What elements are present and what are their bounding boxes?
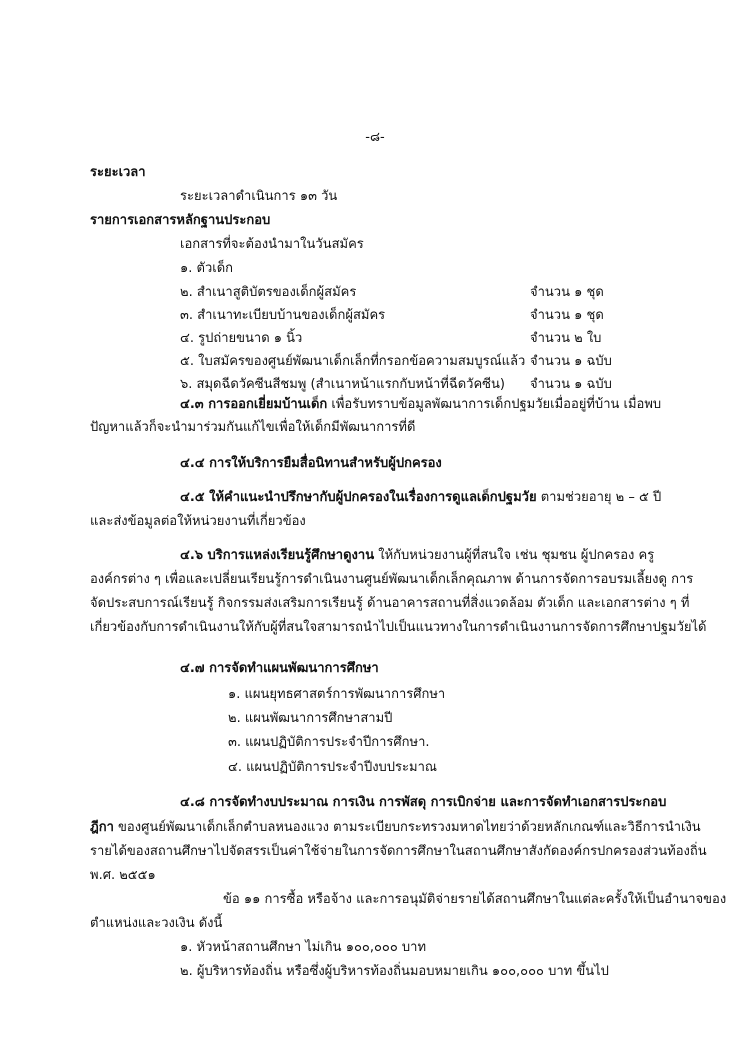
section-4-6-line-2: องค์กรต่าง ๆ เพื่อและเปลี่ยนเรียนรู้การดำเนินงานศูนย์พัฒนาเด็กเล็กคุณภาพ ด้านการจัดการอบรมเลี้ยงดู การ <box>90 572 694 587</box>
plan-item-1: ๑. แผนยุทธศาสตร์การพัฒนาการศึกษา <box>228 687 446 702</box>
section-4-3-line-1 <box>180 398 661 411</box>
document-item-2: ๒. สำเนาสูติบัตรของเด็กผู้สมัคร <box>180 285 357 300</box>
section-4-8-line-4: พ.ศ. ๒๕๕๑ <box>90 868 156 883</box>
section-4-6-line-3: จัดประสบการณ์เรียนรู้ กิจกรรมส่งเสริมการเรียนรู้ ด้านอาคารสถานที่สิ่งแวดล้อม ตัวเด็ก และเอกสารต่าง ๆ ที่ <box>90 596 690 611</box>
documents-heading: รายการเอกสารหลักฐานประกอบ <box>90 213 271 228</box>
section-4-5-line-1 <box>180 491 661 504</box>
section-4-8-title-end: ฎีกา <box>90 820 114 835</box>
duration-heading: ระยะเวลา <box>90 165 146 180</box>
clause-11-line-1: ข้อ ๑๑ การซื้อ หรือจ้าง และการอนุมัติจ่ายรายได้สถานศึกษาในแต่ละครั้งให้เป็นอำนาจของ <box>223 892 727 907</box>
section-4-8-line-3: รายได้ของสถานศึกษาไปจัดสรรเป็นค่าใช้จ่ายในการจัดการศึกษาในสถานศึกษาสังกัดองค์กรปกครองส่วนท้องถิ่น <box>90 844 707 859</box>
section-4-3-line-2: ปัญหาแล้วก็จะนำมาร่วมกันแก้ไขเพื่อให้เด็กมีพัฒนาการที่ดี <box>90 420 416 435</box>
document-item-1: ๑. ตัวเด็ก <box>180 261 234 276</box>
document-item-4-qty: จำนวน ๒ ใบ <box>530 331 602 346</box>
section-4-5-line-2: และส่งข้อมูลต่อให้หน่วยงานที่เกี่ยวข้อง <box>90 514 306 529</box>
section-4-3-title: ๔.๓ การออกเยี่ยมบ้านเด็ก <box>180 397 328 412</box>
documents-intro: เอกสารที่จะต้องนำมาในวันสมัคร <box>180 237 364 252</box>
section-4-6-line-4: เกี่ยวข้องกับการดำเนินงานให้กับผู้ที่สนใจสามารถนำไปเป็นแนวทางในการดำเนินงานการจัดการศึกษาปฐมวัยได้ <box>90 620 707 635</box>
plan-item-3: ๓. แผนปฏิบัติการประจำปีการศึกษา. <box>228 735 430 750</box>
section-4-4-title: ๔.๔ การให้บริการยืมสื่อนิทานสำหรับผู้ปกครอง <box>180 456 442 471</box>
plan-item-2: ๒. แผนพัฒนาการศึกษาสามปี <box>228 711 393 726</box>
page-number: -๘- <box>365 130 385 145</box>
authority-item-1: ๑. หัวหน้าสถานศึกษา ไม่เกิน ๑๐๐,๐๐๐ บาท <box>180 940 427 955</box>
document-item-3-qty: จำนวน ๑ ชุด <box>530 308 604 323</box>
section-4-6-text: ให้กับหน่วยงานผู้ที่สนใจ เช่น ชุมชน ผู้ปกครอง ครู <box>374 548 655 563</box>
section-4-8-title: ๔.๘ การจัดทำงบประมาณ การเงิน การพัสดุ การเบิกจ่าย และการจัดทำเอกสารประกอบ <box>180 795 667 810</box>
document-item-6: ๖. สมุดฉีดวัคซีนสีชมพู (สำเนาหน้าแรกกับหน้าที่ฉีดวัคซีน) <box>180 377 505 392</box>
clause-11-line-2: ตำแหน่งและวงเงิน ดังนี้ <box>90 916 223 931</box>
document-item-5: ๕. ใบสมัครของศูนย์พัฒนาเด็กเล็กที่กรอกข้อความสมบูรณ์แล้ว <box>180 354 526 369</box>
section-4-5-title: ๔.๕ ให้คำแนะนำปรึกษากับผู้ปกครองในเรื่องการดูแลเด็กปฐมวัย <box>180 490 537 505</box>
plan-item-4: ๔. แผนปฏิบัติการประจำปีงบประมาณ <box>228 760 437 775</box>
section-4-7-title: ๔.๗ การจัดทำแผนพัฒนาการศึกษา <box>180 661 379 676</box>
document-item-6-qty: จำนวน ๑ ฉบับ <box>530 377 612 392</box>
document-item-5-qty: จำนวน ๑ ฉบับ <box>530 354 612 369</box>
section-4-6-title: ๔.๖ บริการแหล่งเรียนรู้ศึกษาดูงาน <box>180 548 375 563</box>
section-4-3-text: เพื่อรับทราบข้อมูลพัฒนาการเด็กปฐมวัยเมื่ออยู่ที่บ้าน เมื่อพบ <box>327 397 662 412</box>
section-4-8-text: ของศูนย์พัฒนาเด็กเล็กตำบลหนองแวง ตามระเบียบกระทรวงมหาดไทยว่าด้วยหลักเกณฑ์และวิธีการนำเงิน <box>113 820 701 835</box>
section-4-5-text: ตามช่วยอายุ ๒ – ๕ ปี <box>536 490 662 505</box>
document-item-2-qty: จำนวน ๑ ชุด <box>530 285 604 300</box>
document-item-3: ๓. สำเนาทะเบียบบ้านของเด็กผู้สมัคร <box>180 308 386 323</box>
document-item-4: ๔. รูปถ่ายขนาด ๑ นิ้ว <box>180 331 303 346</box>
section-4-8-line-2 <box>90 821 701 834</box>
duration-text: ระยะเวลาดำเนินการ ๑๓ วัน <box>180 189 338 204</box>
authority-item-2: ๒. ผู้บริหารท้องถิ่น หรือซึ่งผู้บริหารท้องถิ่นมอบหมายเกิน ๑๐๐,๐๐๐ บาท ขึ้นไป <box>180 964 609 979</box>
section-4-6-line-1 <box>180 549 654 562</box>
